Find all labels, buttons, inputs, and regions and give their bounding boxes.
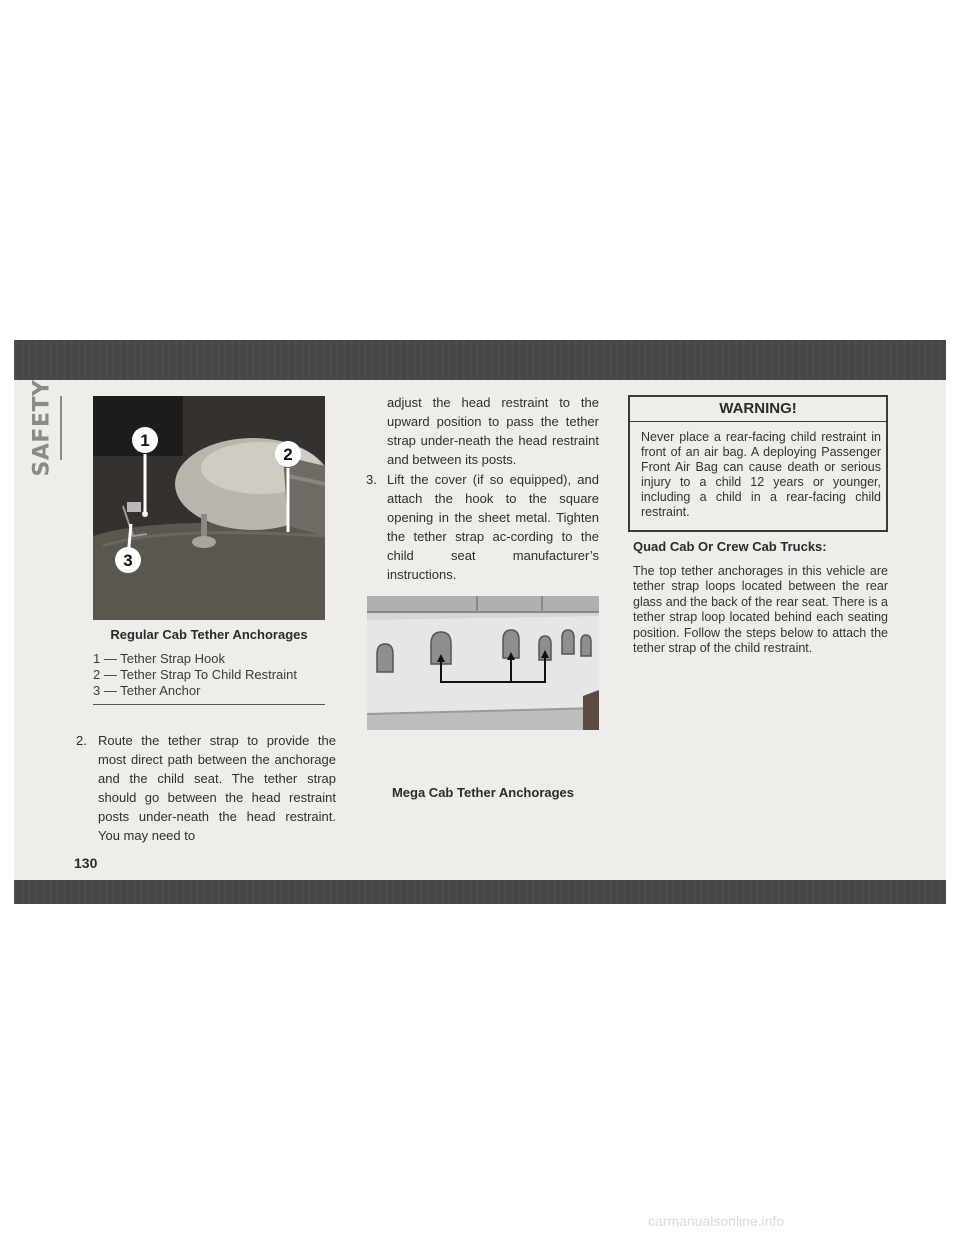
- bottom-footer-band: [14, 880, 946, 904]
- legend-item: 3 — Tether Anchor: [93, 683, 201, 698]
- section-label: SAFETY: [29, 379, 55, 477]
- warning-title: WARNING!: [630, 397, 886, 422]
- legend-divider: [93, 704, 325, 705]
- callout-2: [275, 441, 301, 467]
- figure-legend: [93, 651, 325, 699]
- quad-cab-text: The top tether anchorages in this vehicle are tether strap loops located between the rear glass and the back of the rear seat. There is a tether strap loop located behind each seating position. Follow the steps below to attach the tether strap of the child restraint.: [633, 564, 888, 656]
- regular-cab-caption: Regular Cab Tether Anchorages: [110, 627, 308, 642]
- svg-text:2: 2: [283, 445, 293, 464]
- watermark: carmanualsonline.info: [648, 1213, 785, 1229]
- svg-text:3: 3: [123, 551, 133, 570]
- mega-cab-caption: Mega Cab Tether Anchorages: [391, 785, 575, 800]
- warning-text: Never place a rear-facing child restraint in front of an air bag. A deploying Passenger Front Air Bag can cause death or serious injury to a child 12 years or younger, including a child in a rear-facing child restraint.: [641, 430, 881, 519]
- quad-cab-heading: Quad Cab Or Crew Cab Trucks:: [633, 539, 827, 554]
- warning-box: [628, 395, 888, 532]
- step-3: [366, 470, 599, 584]
- legend-item: 1 — Tether Strap Hook: [93, 651, 225, 666]
- callout-1: [132, 427, 158, 453]
- page-number: 130: [74, 855, 98, 871]
- legend-item: 2 — Tether Strap To Child Restraint: [93, 667, 298, 682]
- mega-cab-tether-photo: [367, 596, 599, 730]
- step-2-continued: adjust the head restraint to the upward position to pass the tether strap under-neath the head restraint and between its posts.: [387, 395, 599, 467]
- step-text: Lift the cover (if so equipped), and attach the hook to the square opening in the sheet metal. Tighten the tether strap ac-cording to the child seat manufacturer’s instructions.: [387, 472, 599, 582]
- top-header-band: [14, 340, 946, 380]
- step-2: [76, 731, 336, 845]
- section-tab-rule: [60, 396, 62, 460]
- svg-text:1: 1: [140, 431, 150, 450]
- step-number: 2.: [76, 733, 87, 748]
- callout-3: [115, 547, 141, 573]
- step-number: 3.: [366, 472, 377, 487]
- regular-cab-tether-photo: [93, 396, 325, 620]
- step-text: Route the tether strap to provide the most direct path between the anchorage and the child seat. The tether strap should go between the head restraint posts under-neath the head restraint. You may need to: [98, 733, 336, 843]
